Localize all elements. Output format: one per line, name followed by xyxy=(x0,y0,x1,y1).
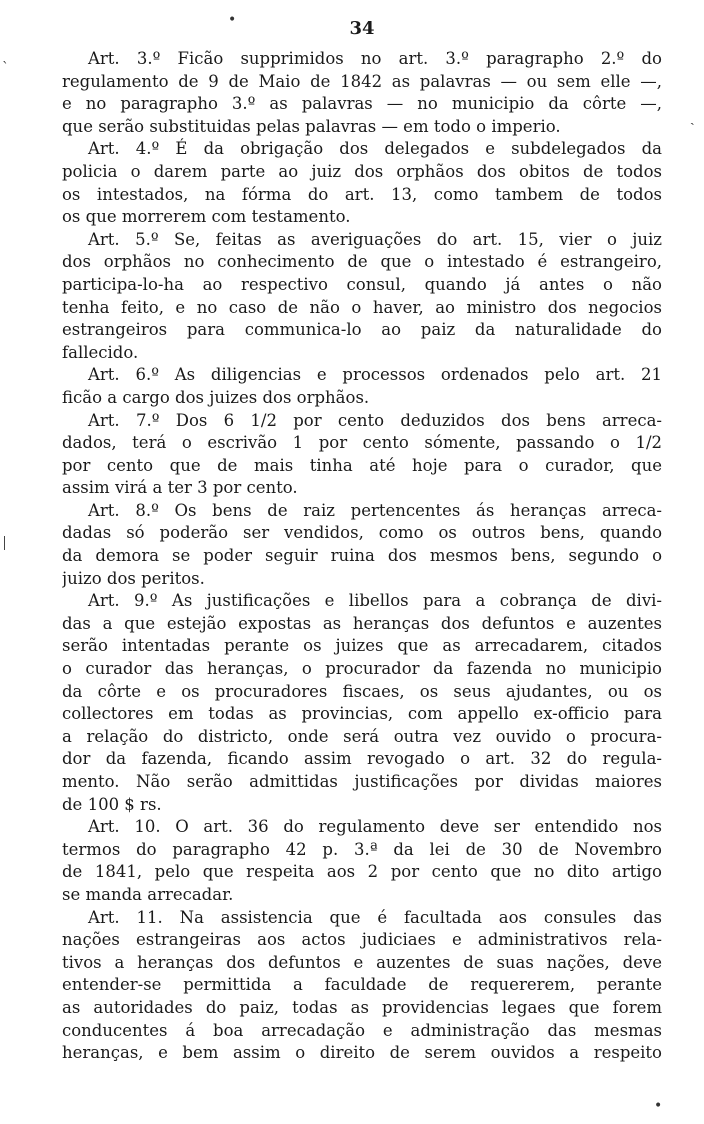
text-line: dadas só poderão ser vendidos, como os outros bens, quando xyxy=(62,523,662,543)
text-line: Art. 8.º Os bens de raiz pertencentes ás heranças arreca- xyxy=(88,500,662,520)
text-line: de 100 $ rs. xyxy=(62,794,162,814)
text-line: dos orphãos no conhecimento de que o intestado é estrangeiro, xyxy=(62,252,662,272)
text-line: da demora se poder seguir ruina dos mesmos bens, segundo o xyxy=(62,546,662,566)
text-line: serão intentadas perante os juizes que as arrecadarem, citados xyxy=(62,636,662,656)
text-line: policia o darem parte ao juiz dos orphãos dos obitos de todos xyxy=(62,161,662,181)
text-line: que serão substituidas pelas palavras — em todo o imperio. xyxy=(62,116,561,136)
print-mark-dot: • xyxy=(654,1098,663,1114)
text-line: o curador das heranças, o procurador da fazenda no municipio xyxy=(62,659,662,679)
text-line: assim virá a ter 3 por cento. xyxy=(62,478,298,498)
text-line: os que morrerem com testamento. xyxy=(62,207,351,227)
text-line: se manda arrecadar. xyxy=(62,884,234,904)
text-line: por cento que de mais tinha até hoje para o curador, que xyxy=(62,455,662,475)
text-line: Art. 10. O art. 36 do regulamento deve ser entendido nos xyxy=(88,817,662,837)
text-line: fallecido. xyxy=(62,342,139,362)
text-line: ficão a cargo dos juizes dos orphãos. xyxy=(62,387,370,407)
margin-tick: ˋ xyxy=(2,60,9,76)
margin-tick: ˎ xyxy=(690,110,695,126)
text-line: conducentes á boa arrecadação e administração das mesmas xyxy=(62,1020,662,1040)
text-line: Art. 9.º As justificações e libellos para a cobrança de divi- xyxy=(88,591,662,611)
text-line: de 1841, pelo que respeita aos 2 por cento que no dito artigo xyxy=(62,862,662,882)
text-line: Art. 5.º Se, feitas as averiguações do art. 15, vier o juiz xyxy=(88,229,662,249)
text-line: Art. 3.º Ficão supprimidos no art. 3.º paragrapho 2.º do xyxy=(88,49,662,68)
text-line: a relação do districto, onde será outra vez ouvido o procura- xyxy=(62,726,662,746)
text-line: heranças, e bem assim o direito de serem ouvidos a respeito xyxy=(62,1043,662,1063)
text-line: Art. 11. Na assistencia que é facultada aos consules das xyxy=(88,907,662,927)
text-line: termos do paragrapho 42 p. 3.ª da lei de 30 de Novembro xyxy=(62,839,662,859)
text-body xyxy=(62,48,662,1065)
margin-bar xyxy=(4,536,5,550)
print-mark-dot: • xyxy=(228,12,237,28)
text-line: regulamento de 9 de Maio de 1842 as palavras — ou sem elle —, xyxy=(62,71,662,91)
text-line: as autoridades do paiz, todas as providencias legaes que forem xyxy=(62,997,662,1017)
page-number: 34 xyxy=(349,18,375,39)
document-page xyxy=(62,14,662,1114)
text-line: Art. 7.º Dos 6 1/2 por cento deduzidos dos bens arreca- xyxy=(88,410,662,430)
text-line: dados, terá o escrivão 1 por cento sómente, passando o 1/2 xyxy=(62,433,662,453)
text-line: os intestados, na fórma do art. 13, como tambem de todos xyxy=(62,184,662,204)
text-line: tenha feito, e no caso de não o haver, ao ministro dos negocios xyxy=(62,297,662,317)
text-line: dor da fazenda, ficando assim revogado o art. 32 do regula- xyxy=(62,749,662,769)
text-line: das a que estejão expostas as heranças dos defuntos e auzentes xyxy=(62,613,662,633)
text-line: juizo dos peritos. xyxy=(62,568,205,588)
text-line: mento. Não serão admittidas justificações por dividas maiores xyxy=(62,772,662,791)
text-line: e no paragrapho 3.º as palavras — no municipio da côrte —, xyxy=(62,94,662,114)
text-line: entender-se permittida a faculdade de requererem, perante xyxy=(62,975,662,995)
text-line: da côrte e os procuradores fiscaes, os seus ajudantes, ou os xyxy=(62,681,662,701)
text-line: estrangeiros para communica-lo ao paiz da naturalidade do xyxy=(62,320,662,340)
text-line: tivos a heranças dos defuntos e auzentes de suas nações, deve xyxy=(62,952,662,972)
text-line: Art. 6.º As diligencias e processos ordenados pelo art. 21 xyxy=(88,365,662,385)
text-line: participa-lo-ha ao respectivo consul, quando já antes o não xyxy=(62,274,662,294)
text-line: collectores em todas as provincias, com appello ex-officio para xyxy=(62,704,662,724)
text-line: nações estrangeiras aos actos judiciaes e administrativos rela- xyxy=(62,930,662,950)
text-line: Art. 4.º É da obrigação dos delegados e subdelegados da xyxy=(88,139,662,159)
